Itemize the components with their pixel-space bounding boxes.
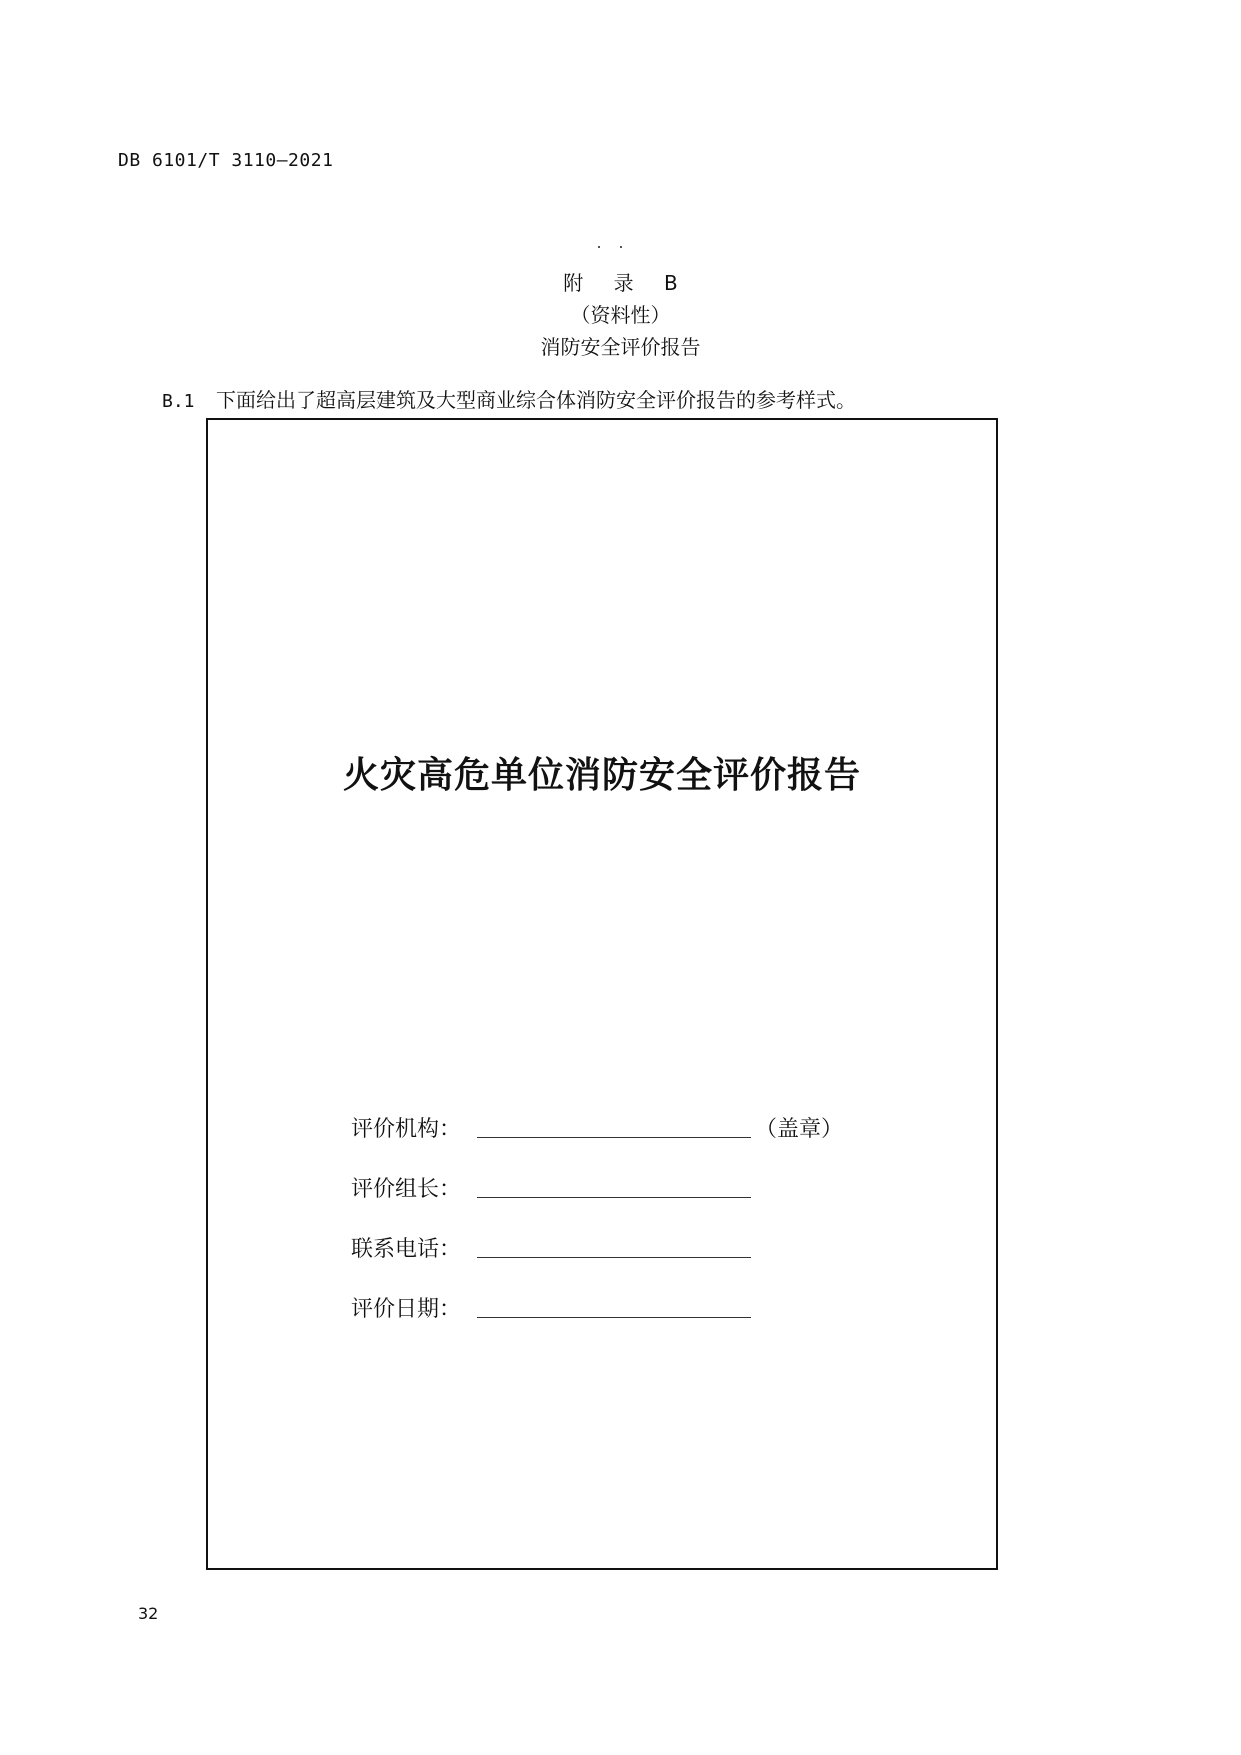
appendix-name: 消防安全评价报告 <box>540 335 701 359</box>
sample-cover-frame <box>206 418 998 1570</box>
field-label: 联系电话： <box>351 1237 462 1262</box>
field-blank-line <box>477 1297 751 1318</box>
appendix-title: 附 录 B <box>563 271 690 295</box>
field-evaluation-agency <box>351 1112 843 1143</box>
report-title: 火灾高危单位消防安全评价报告 <box>342 754 861 796</box>
appendix-type: （资料性） <box>570 303 671 327</box>
field-blank-line <box>477 1237 751 1258</box>
field-label: 评价日期： <box>351 1297 462 1322</box>
page-number: 32 <box>138 1604 159 1623</box>
field-contact-phone <box>351 1232 751 1263</box>
clause-number: B.1 <box>162 391 195 412</box>
scan-specks <box>598 246 628 250</box>
field-label: 评价机构： <box>351 1117 462 1142</box>
field-suffix: （盖章） <box>755 1117 844 1142</box>
field-evaluation-date <box>351 1292 751 1323</box>
field-label: 评价组长： <box>351 1177 462 1202</box>
standard-code: DB 6101/T 3110—2021 <box>118 150 334 171</box>
field-team-leader <box>351 1172 751 1203</box>
field-blank-line <box>477 1177 751 1198</box>
clause-b1 <box>162 384 856 413</box>
field-blank-line <box>477 1117 751 1138</box>
clause-text: 下面给出了超高层建筑及大型商业综合体消防安全评价报告的参考样式。 <box>216 388 856 412</box>
